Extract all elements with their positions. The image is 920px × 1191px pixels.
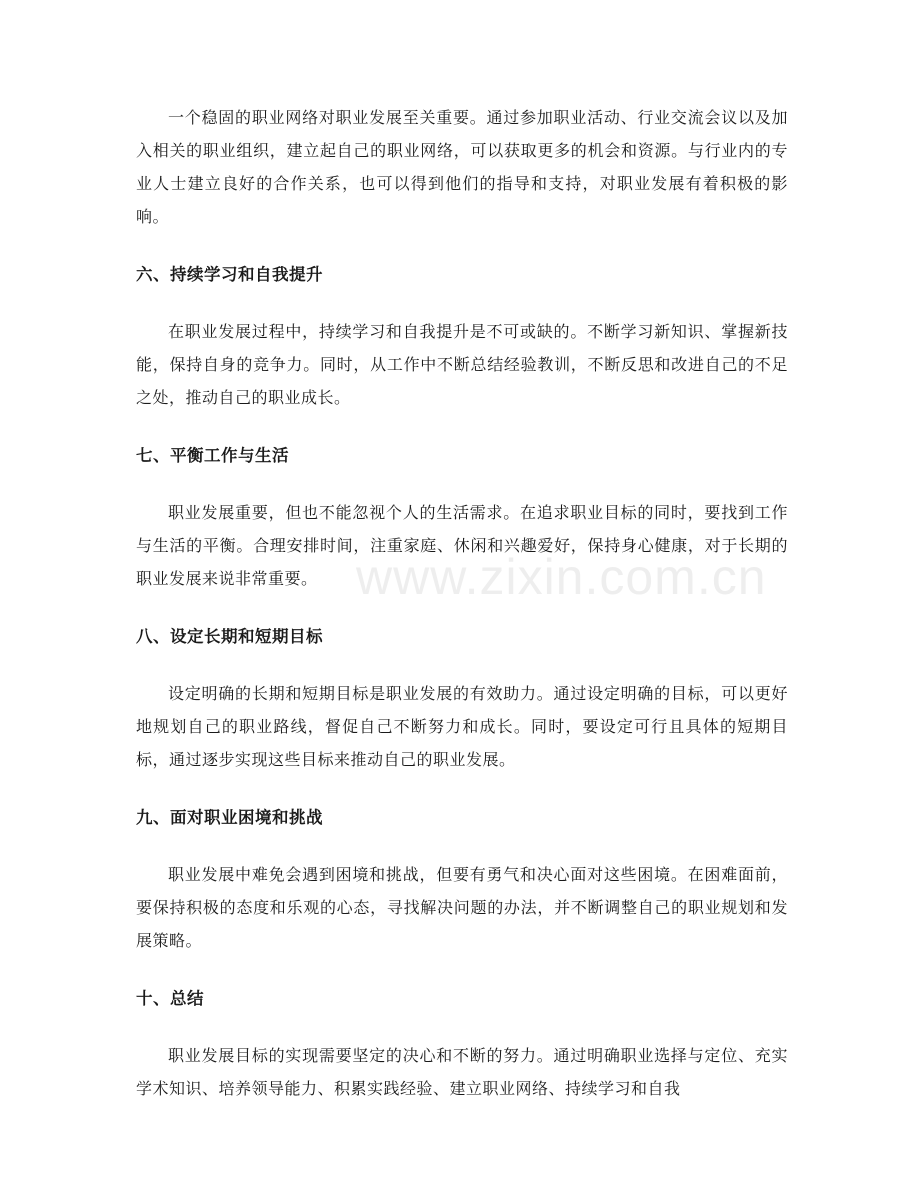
section-body-8: 设定明确的长期和短期目标是职业发展的有效助力。通过设定明确的目标，可以更好地规划自己的职业路线，督促自己不断努力和成长。同时，要设定可行且具体的短期目标，通过逐步实现这些目标来推动自己的职业发展。: [136, 684, 788, 769]
section-body-9: 职业发展中难免会遇到困境和挑战，但要有勇气和决心面对这些困境。在困难面前，要保持积极的态度和乐观的心态，寻找解决问题的办法，并不断调整自己的职业规划和发展策略。: [136, 865, 788, 950]
section-heading-8: 八、设定长期和短期目标: [136, 627, 323, 646]
section-body-7: 职业发展重要，但也不能忽视个人的生活需求。在追求职业目标的同时，要找到工作与生活的平衡。合理安排时间，注重家庭、休闲和兴趣爱好，保持身心健康，对于长期的职业发展来说非常重要。: [136, 503, 788, 588]
intro-paragraph: 一个稳固的职业网络对职业发展至关重要。通过参加职业活动、行业交流会议以及加入相关的职业组织，建立起自己的职业网络，可以获取更多的机会和资源。与行业内的专业人士建立良好的合作关系，也可以得到他们的指导和支持，对职业发展有着积极的影响。: [136, 108, 788, 226]
watermark-text: www.zixin.com.cn: [356, 549, 767, 605]
section-body-6: 在职业发展过程中，持续学习和自我提升是不可或缺的。不断学习新知识、掌握新技能，保持自身的竞争力。同时，从工作中不断总结经验教训，不断反思和改进自己的不足之处，推动自己的职业成长。: [136, 322, 788, 407]
section-heading-10: 十、总结: [136, 989, 204, 1008]
section-heading-6: 六、持续学习和自我提升: [136, 265, 323, 284]
section-body-10: 职业发展目标的实现需要坚定的决心和不断的努力。通过明确职业选择与定位、充实学术知识、培养领导能力、积累实践经验、建立职业网络、持续学习和自我: [136, 1046, 788, 1098]
section-heading-7: 七、平衡工作与生活: [136, 446, 289, 465]
section-heading-9: 九、面对职业困境和挑战: [136, 808, 323, 827]
